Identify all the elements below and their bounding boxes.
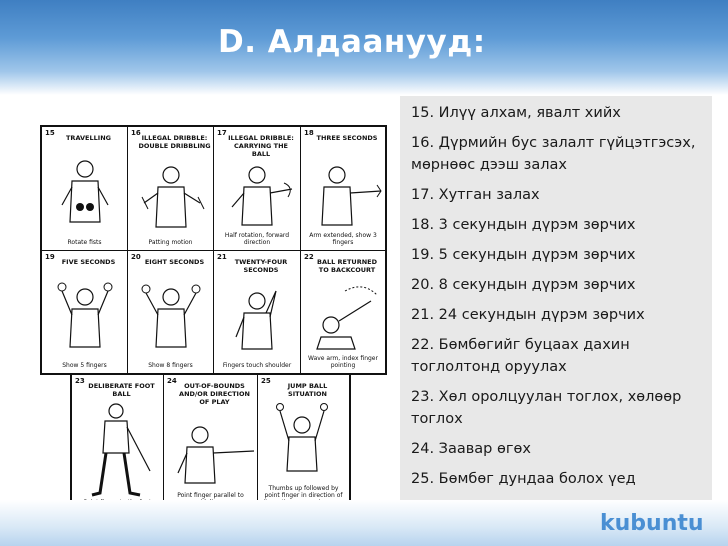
signal-description: Point finger parallel to [177,492,244,499]
signals-chart-bottom [70,373,351,512]
list-item: 17. Хутган залах [411,187,540,203]
signal-caption: ILLEGAL DRIBBLE: DOUBLE DRIBBLING [138,134,211,150]
signal-number: 25 [261,377,271,385]
list-item: 20. 8 секундын дүрэм зөрчих [411,277,636,293]
list-item: 22. Бөмбөгийг буцаах дахин тоглолтонд оруулах [411,337,630,375]
logo-text: kubuntu [600,510,704,536]
signal-caption: BALL RETURNED TO BACKCOURT [317,258,377,274]
signal-number: 16 [131,129,141,137]
referee-figure-icon [72,375,164,510]
signal-number: 17 [217,129,227,137]
signal-caption: ILLEGAL DRIBBLE: CARRYING THE BALL [228,134,294,158]
slide-title: D. Алдаанууд: [218,24,486,60]
signal-cell [301,127,385,251]
referee-figure-icon [214,251,301,373]
signal-cell [128,251,214,373]
list-item: 18. 3 секундын дүрэм зөрчих [411,217,636,233]
signal-description: Rotate fists [67,239,102,246]
signal-cell [301,251,385,373]
referee-figure-icon [128,127,214,251]
referee-figure-icon [164,375,258,510]
signal-caption: THREE SECONDS [316,134,378,142]
signal-cell [258,375,349,510]
signal-caption: DELIBERATE FOOT BALL [88,382,155,398]
signal-number: 22 [304,253,314,261]
signal-cell [128,127,214,251]
referee-figure-icon [42,251,128,373]
signal-cell [164,375,258,510]
signal-number: 23 [75,377,85,385]
signal-number: 24 [167,377,177,385]
signal-description: Show 5 fingers [62,362,107,369]
signal-cell [214,127,301,251]
list-item: 15. Илүү алхам, явалт хийх [411,105,621,121]
signal-description: Thumbs up followed by point finger in direction of [264,485,343,499]
signal-description: Half rotation, forward direction [224,232,290,246]
signal-number: 21 [217,253,227,261]
signal-cell [42,127,128,251]
fouls-list [411,102,707,498]
signal-caption: EIGHT SECONDS [144,258,205,266]
referee-figure-icon [128,251,214,373]
signal-number: 20 [131,253,141,261]
signal-description: Show 8 fingers [148,362,193,369]
referee-figure-icon [42,127,128,251]
signal-cell [214,251,301,373]
signal-description: Patting motion [148,239,193,246]
signal-number: 15 [45,129,55,137]
list-item: 24. Заавар өгөх [411,441,531,457]
signal-description: Fingers touch shoulder [222,362,292,369]
list-item: 16. Дүрмийн бус залалт гүйцэтгэсэх, мөрнөөс дээш залах [411,135,696,173]
kubuntu-logo [600,504,704,542]
signal-cell [42,251,128,373]
signal-number: 19 [45,253,55,261]
signal-caption: TWENTY-FOUR SECONDS [234,258,288,274]
signal-number: 18 [304,129,314,137]
signal-caption: JUMP BALL SITUATION [287,382,328,398]
signal-caption: FIVE SECONDS [61,258,116,266]
signals-chart [40,125,387,375]
signal-caption: TRAVELLING [66,134,111,142]
list-item: 23. Хөл оролцуулан тоглох, хөлөөр тоглох [411,389,682,427]
list-item: 19. 5 секундын дүрэм зөрчих [411,247,636,263]
signal-description: Arm extended, show 3 fingers [309,232,377,246]
list-item: 21. 24 секундын дүрэм зөрчих [411,307,645,323]
signal-description: Wave arm, index finger pointing [308,355,378,369]
list-item: 25. Бөмбөг дундаа болох үед [411,471,636,487]
signal-caption: OUT-OF-BOUNDS AND/OR DIRECTION OF PLAY [179,382,250,406]
signal-cell [72,375,164,510]
